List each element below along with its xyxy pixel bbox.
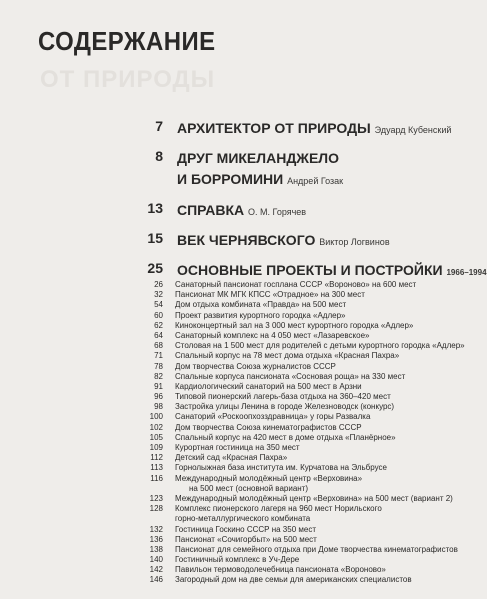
item-title: Горнолыжная база института им. Курчатова на Эльбрусе (175, 463, 387, 473)
list-item[interactable] (0, 321, 450, 331)
list-item[interactable] (0, 443, 450, 453)
item-title: Типовой пионерский лагерь-база отдыха на 360–420 мест (175, 392, 391, 402)
toc-title: ВЕК ЧЕРНЯВСКОГО (177, 232, 316, 248)
list-item[interactable] (0, 433, 450, 443)
toc-page-number: 15 (147, 230, 163, 246)
item-title: Международный молодёжный центр «Верховина» (175, 473, 363, 483)
item-title: Санаторий «Роскоопхозздравница» у горы Развалка (175, 412, 371, 422)
item-title: Загородный дом на две семьи для американских специалистов (175, 575, 412, 585)
item-title: Павильон термоводолечебница пансионата «Вороново» (175, 565, 386, 575)
item-title: Киноконцертный зал на 3 000 мест курортного городка «Адлер» (175, 320, 414, 330)
item-title: Пансионат МК МГК КПСС «Отрадное» на 300 мест (175, 290, 365, 300)
item-title: Кардиологический санаторий на 500 мест в Арзни (175, 381, 362, 391)
toc-title: ОСНОВНЫЕ ПРОЕКТЫ И ПОСТРОЙКИ (177, 262, 443, 278)
item-page-number: 109 (149, 443, 163, 452)
item-page-number: 138 (149, 544, 163, 554)
item-page-number: 60 (154, 310, 163, 320)
item-title: Спальный корпус на 420 мест в доме отдыха «Планёрное» (175, 432, 396, 442)
list-item[interactable] (0, 341, 465, 351)
toc-page-number: 7 (155, 118, 163, 134)
list-item[interactable] (0, 493, 453, 504)
list-item[interactable] (0, 565, 450, 575)
toc-author: Виктор Логвинов (319, 237, 390, 247)
list-item[interactable] (0, 311, 450, 321)
item-page-number: 78 (154, 361, 163, 371)
list-item[interactable] (0, 280, 450, 290)
item-page-number: 71 (154, 351, 163, 361)
list-item[interactable] (0, 474, 450, 484)
item-page-number: 123 (149, 493, 163, 503)
list-item[interactable] (0, 453, 450, 463)
list-item[interactable] (0, 331, 450, 341)
list-item[interactable] (0, 412, 450, 422)
item-title: Дом творчества Союза кинематографистов СССР (175, 422, 362, 432)
list-item[interactable] (0, 351, 450, 361)
list-item[interactable] (0, 555, 450, 565)
item-title: Санаторный пансионат госплана СССР «Вороново» на 600 мест (175, 280, 417, 289)
list-item[interactable] (0, 463, 450, 473)
item-page-number: 62 (154, 320, 163, 330)
item-title: Застройка улицы Ленина в городе Железноводск (конкурс) (175, 402, 395, 412)
item-title: на 500 мест (основной вариант) (189, 483, 309, 493)
item-page-number: 32 (154, 290, 163, 300)
item-page-number: 113 (150, 463, 163, 473)
item-title: Санаторный комплекс на 4 050 мест «Лазаревское» (175, 330, 370, 340)
list-item[interactable] (0, 423, 450, 433)
item-page-number: 112 (150, 453, 163, 463)
item-title: Гостиничный комплекс в Уч-Дере (175, 555, 300, 565)
list-item[interactable] (0, 402, 450, 412)
toc-title: СПРАВКА (177, 202, 245, 218)
list-item[interactable] (0, 300, 450, 310)
toc-author: О. М. Горячев (248, 207, 307, 217)
item-page-number: 64 (154, 330, 163, 340)
list-item-continuation (0, 484, 450, 494)
toc-title-line-2: И БОРРОМИНИ (177, 171, 284, 187)
toc-title: АРХИТЕКТОР ОТ ПРИРОДЫ (177, 120, 371, 136)
list-item[interactable] (0, 382, 450, 392)
item-page-number: 132 (149, 524, 163, 534)
list-item[interactable] (0, 525, 450, 535)
item-title: Спальные корпуса пансионата «Сосновая роща» на 330 мест (175, 371, 406, 381)
item-title: Спальный корпус на 78 мест дома отдыха «Красная Пахра» (175, 351, 400, 361)
toc-author: Андрей Гозак (287, 176, 344, 186)
item-title: Дом отдыха комбината «Правда» на 500 мест (175, 300, 347, 310)
item-page-number: 82 (154, 371, 163, 381)
item-title: Пансионат для семейного отдыха при Доме творчества кинематографистов (175, 544, 458, 554)
item-page-number: 128 (149, 504, 163, 514)
item-page-number: 102 (149, 422, 163, 432)
page-title: СОДЕРЖАНИЕ (38, 26, 216, 56)
list-item[interactable] (0, 362, 450, 372)
item-title: Проект развития курортного городка «Адлер» (175, 310, 346, 320)
item-title: горно-металлургического комбината (175, 514, 311, 524)
item-page-number: 146 (149, 575, 163, 585)
item-title: Международный молодёжный центр «Верховина» на 500 мест (вариант 2) (175, 493, 453, 503)
list-item[interactable] (0, 372, 450, 382)
item-title: Детский сад «Красная Пахра» (175, 453, 288, 463)
list-item[interactable] (0, 392, 450, 402)
item-title: Комплекс пионерского лагеря на 960 мест Норильского (175, 504, 382, 514)
item-page-number: 96 (154, 392, 163, 402)
toc-page-number: 8 (155, 148, 163, 164)
item-title: Дом творчества Союза журналистов СССР (175, 361, 336, 371)
item-title: Гостиница Госкино СССР на 350 мест (175, 524, 316, 534)
item-page-number: 136 (149, 534, 163, 544)
item-page-number: 100 (149, 412, 163, 422)
list-item[interactable] (0, 535, 450, 545)
toc-page-number: 25 (147, 260, 163, 276)
toc-page-number: 13 (147, 200, 163, 216)
list-item[interactable] (0, 504, 450, 514)
item-page-number: 142 (149, 565, 163, 575)
list-item-continuation (0, 514, 450, 524)
list-item[interactable] (0, 575, 450, 585)
item-title: Курортная гостиница на 350 мест (175, 443, 300, 452)
item-title: Столовая на 1 500 мест для родителей с детьми курортного городка «Адлер» (175, 341, 465, 351)
list-item[interactable] (0, 544, 458, 555)
list-item[interactable] (0, 290, 450, 300)
item-page-number: 105 (149, 432, 163, 442)
item-page-number: 98 (154, 402, 163, 412)
item-title: Пансионат «Сочигорбыт» на 500 мест (175, 534, 317, 544)
projects-list (0, 280, 465, 586)
toc-author: Эдуард Кубенский (374, 125, 452, 135)
item-page-number: 140 (149, 555, 163, 565)
item-page-number: 68 (154, 341, 163, 351)
ghost-text: ОТ ПРИРОДЫ (40, 66, 216, 93)
toc-years: 1966–1994 (446, 268, 487, 277)
item-page-number: 54 (154, 300, 163, 310)
toc-title-line-1: ДРУГ МИКЕЛАНДЖЕЛО (177, 150, 339, 166)
item-page-number: 91 (154, 381, 163, 391)
item-page-number: 26 (154, 280, 163, 289)
item-page-number: 116 (150, 473, 163, 483)
